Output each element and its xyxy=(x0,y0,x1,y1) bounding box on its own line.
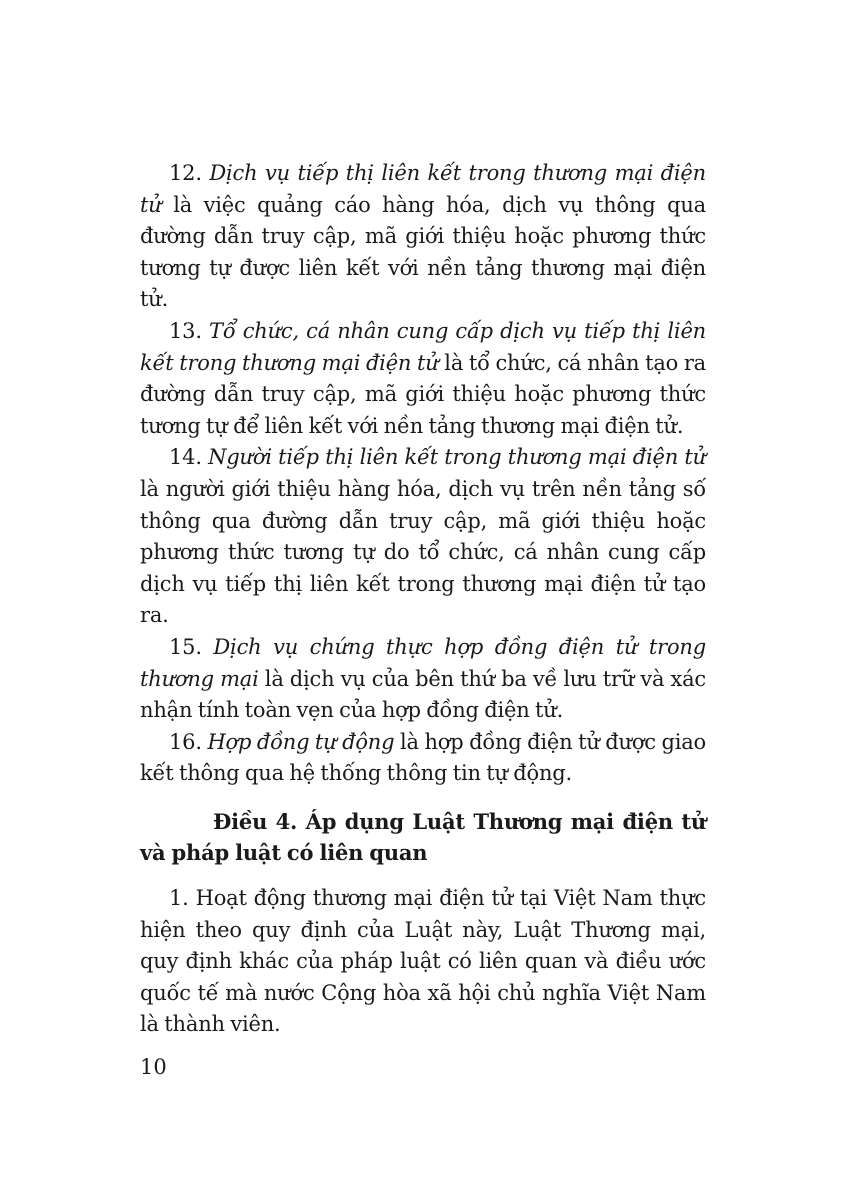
article-paragraph-text: Hoạt động thương mại điện tử tại Việt Nam thực hiện theo quy định của Luật này, Luật Thương mại, quy định khác của pháp luật có liên quan và điều ước quốc tế mà nước Cộng hòa xã hội chủ nghĩa Việt Nam là thành viên. xyxy=(140,886,706,1037)
defined-term: Dịch vụ chứng thực hợp đồng điện tử trong thương mại xyxy=(140,634,706,691)
defined-term: Dịch vụ tiếp thị liên kết trong thương mại điện tử xyxy=(140,161,706,217)
article-paragraph-1 xyxy=(140,883,706,1041)
definition-paragraph-16 xyxy=(140,727,706,790)
page-body xyxy=(140,158,706,1041)
definition-paragraph-13 xyxy=(140,316,706,442)
definition-paragraph-15 xyxy=(140,632,706,727)
paragraph-number: 12. xyxy=(169,161,202,185)
page-number: 10 xyxy=(140,1055,167,1079)
paragraph-number: 16. xyxy=(169,729,202,754)
defined-term: Người tiếp thị liên kết trong thương mại điện tử xyxy=(208,445,706,470)
article-heading: Điều 4. Áp dụng Luật Thương mại điện tử và pháp luật có liên quan xyxy=(140,808,706,866)
definition-text: là dịch vụ của bên thứ ba về lưu trữ và xác nhận tính toàn vẹn của hợp đồng điện tử. xyxy=(140,666,706,723)
definition-text: là việc quảng cáo hàng hóa, dịch vụ thông qua đường dẫn truy cập, mã giới thiệu hoặc phương thức tương tự được liên kết với nền tảng thương mại điện tử. xyxy=(140,192,706,312)
definition-text: là người giới thiệu hàng hóa, dịch vụ trên nền tảng số thông qua đường dẫn truy cập, mã giới thiệu hoặc phương thức tương tự do tổ chức, cá nhân cung cấp dịch vụ tiếp thị liên kết trong thương mại điện tử tạo ra. xyxy=(140,476,706,628)
definition-text: là hợp đồng điện tử được giao kết thông qua hệ thống thông tin tự động. xyxy=(140,729,706,786)
paragraph-number: 15. xyxy=(169,634,202,659)
definition-text: là tổ chức, cá nhân tạo ra đường dẫn truy cập, mã giới thiệu hoặc phương thức tương tự để liên kết với nền tảng thương mại điện tử. xyxy=(140,350,706,438)
defined-term: Hợp đồng tự động xyxy=(207,729,395,754)
definition-paragraph-14 xyxy=(140,442,706,632)
paragraph-number: 1. xyxy=(169,886,189,911)
paragraph-number: 13. xyxy=(169,318,202,343)
defined-term: Tổ chức, cá nhân cung cấp dịch vụ tiếp thị liên kết trong thương mại điện tử xyxy=(140,318,706,375)
paragraph-number: 14. xyxy=(169,445,202,470)
definition-paragraph-12 xyxy=(140,158,706,316)
